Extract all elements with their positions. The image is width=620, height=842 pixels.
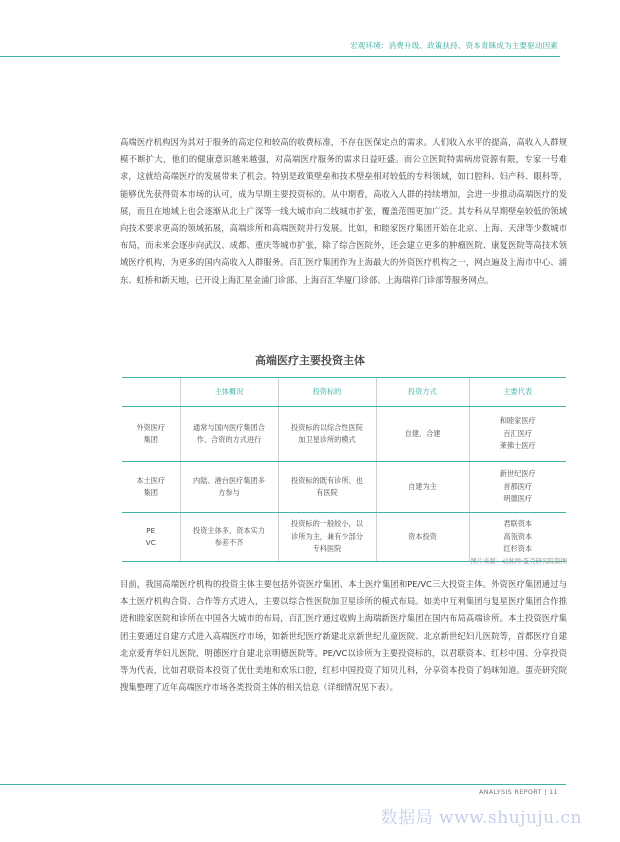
cell-category [122,513,180,562]
cell-representatives [469,462,566,513]
cell-line: 外资医疗 [136,422,166,432]
cell-line: 投资标的一般较小，以 [291,519,363,529]
cell-overview [180,407,278,462]
cell-line: 专科医院 [312,544,342,554]
header-cell-representatives: 主要代表 [469,378,566,407]
cell-line: 投资主体多，资本实力 [193,525,265,535]
cell-line: 莱佛士医疗 [499,441,536,451]
cell-representatives [469,513,566,562]
header-cell-method: 投资方式 [376,378,469,407]
cell-line: 明德医疗 [503,494,533,504]
cell-line: 有医院 [316,488,338,497]
cell-line: 集团 [143,488,158,497]
table-row [122,462,566,513]
cell-line: 诊所为主，兼有少部分 [291,531,363,541]
cell-line: 和睦家医疗 [499,416,536,426]
cell-line: 新世纪医疗 [499,469,536,479]
page-header [0,0,620,58]
cell-category [122,462,180,513]
cell-line: 投资标的既有诊所、也 [291,475,363,485]
cell-line: 方参与 [218,488,240,497]
cell-target [278,513,376,562]
cell-line: 投资标的以综合性医院 [291,422,363,432]
table-header-row [122,378,566,407]
table-row [122,407,566,462]
cell-line: 资本投资 [408,531,437,541]
table-row [122,513,566,562]
table-title: 高端医疗主要投资主体 [255,354,365,367]
cell-line: 通常与国内医疗集团合 [193,422,265,432]
body-paragraph-2: 目前，我国高端医疗机构的投资主体主要包括外资医疗集团、本土医疗集团和PE/VC三大投资主体。外资医疗集团通过与本土医疗机构合资、合作等方式进入，主要以综合性医院加卫星诊所的模式布局。如美中互利集团与复星医疗集团合作推进和睦家医院和诊所在中国各大城市的布局，百汇医疗通过收购上海瑞新医疗集团在国内布局高端诊所。本土投资医疗集团主要通过自建方式进入高端医疗市场，如新世纪医疗新建北京新世纪儿童医院、北京新世纪妇儿医院等，首都医疗自建北京爱育华妇儿医院，明德医疗自建北京明德医院等。PE/VC以诊所为主要投资标的，以君联资本、红杉中国、分享投资等为代表，比如君联资本投资了优仕美地和欢乐口腔，红杉中国投资了知贝儿科，分享资本投资了妈咪知道。蛋壳研究院搜集整理了近年高端医疗市场各类投资主体的相关信息（详细情况见下表）。 [120,579,567,693]
investor-table [122,377,566,562]
cell-target [278,407,376,462]
body-paragraph-1: 高端医疗机构因为其对于服务的高定位和较高的收费标准，不存在医保定点的需求。人们收入水平的提高，高收入人群规模不断扩大，他们的健康意识越来越强，对高端医疗服务的需求日益旺盛。而公立医院特需病房资源有限，专家一号难求，这就给高端医疗的发展带来了机会。特别是政策壁垒和技术壁垒相对较低的专科领域，如口腔科、妇产科、眼科等，能够优先获得资本市场的认可，成为早期主要投资标的。从中期看，高收入人群的持续增加，会进一步推动高端医疗的发展，而且在地域上也会逐渐从北上广深等一线大城市向二线城市扩张，覆盖范围更加广泛。其专科从早期壁垒较低的领域向技术要求更高的领域拓展，高端诊所和高端医院并行发展。比如，和睦家医疗集团开始在北京、上海、天津等少数城市布局，而未来会逐步向武汉、成都、重庆等城市扩张，除了综合医院外，还会建立更多的肿瘤医院、康复医院等高技术领域医疗机构，为更多的国内高收入人群服务。百汇医疗集团作为上海最大的外资医疗机构之一，网点遍及上海市中心、浦东、虹桥和新天地，已开设上海汇星金浦门诊部、上海百汇华厦门诊部、上海瑞祥门诊部等服务网点。 [120,137,567,285]
watermark: 数据局 www.shujuju.cn [380,808,582,828]
cell-category [122,407,180,462]
cell-line: 内陆、港台医疗集团多 [193,475,265,485]
cell-representatives [469,407,566,462]
cell-line: 集团 [143,435,158,444]
cell-line: 加卫星诊所的模式 [298,435,356,444]
cell-line: 自建、合建 [404,428,441,438]
header-cell-target: 投资标的 [278,378,376,407]
cell-line: 参差不齐 [214,538,244,547]
cell-line: 自建为主 [408,481,437,491]
cell-line: 君联资本 [503,519,533,529]
image-source-caption: 图片来源：动脉网·蛋壳研究院制图 [470,558,567,565]
cell-line: 百汇医疗 [503,428,533,438]
header-cell-blank [122,378,180,407]
cell-overview [180,462,278,513]
cell-target [278,462,376,513]
cell-line: 高瓴资本 [503,531,533,541]
cell-line: 红杉资本 [503,544,533,554]
cell-method [376,407,469,462]
cell-line: 首都医疗 [503,481,533,491]
cell-overview [180,513,278,562]
header-divider [0,56,560,57]
cell-line: PE [146,525,156,535]
cell-method [376,513,469,562]
header-cell-overview: 主体概况 [180,378,278,407]
footer-divider [0,784,566,785]
cell-line: VC [145,538,156,547]
cell-line: 作、合资的方式进行 [196,435,262,444]
page-footer-label: ANALYSIS REPORT | 11 [479,788,558,796]
cell-method [376,462,469,513]
section-title: 宏观环境：消费升级、政策扶持、资本青睐成为主要驱动因素 [350,41,558,50]
cell-line: 本土医疗 [136,475,166,485]
